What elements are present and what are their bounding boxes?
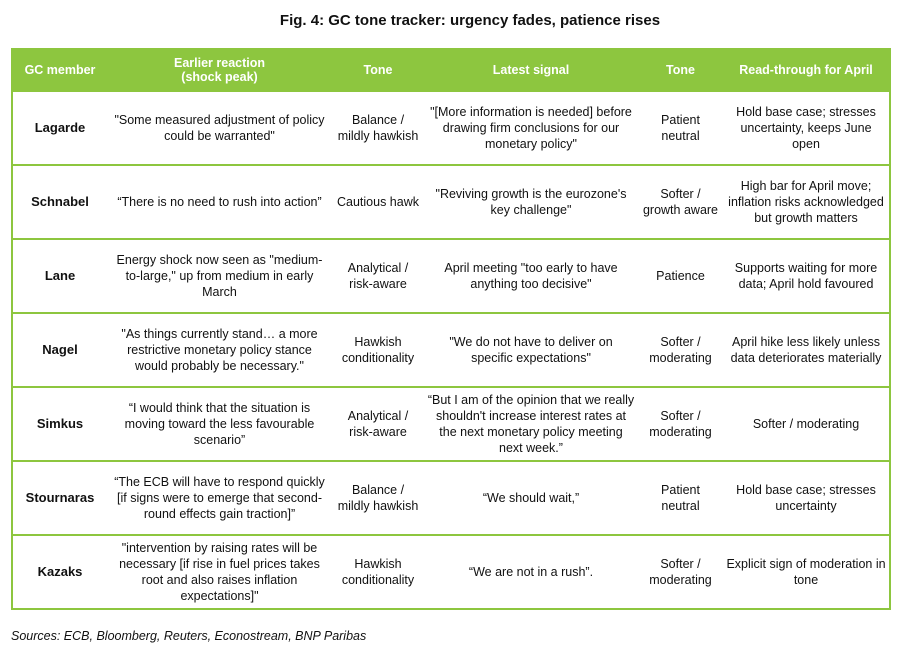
earlier-tone-cell: Cautious hawk xyxy=(332,165,424,239)
latest-signal-cell: "We do not have to deliver on specific expectations" xyxy=(424,313,638,387)
read-through-cell: Softer / moderating xyxy=(723,387,890,461)
latest-tone-cell: Softer / moderating xyxy=(638,387,723,461)
header-gc-member: GC member xyxy=(12,49,107,91)
read-through-cell: Supports waiting for more data; April hold favoured xyxy=(723,239,890,313)
header-read-through: Read-through for April xyxy=(723,49,890,91)
latest-tone-cell: Patience xyxy=(638,239,723,313)
earlier-reaction-cell: “I would think that the situation is moving toward the less favourable scenario” xyxy=(107,387,332,461)
earlier-tone-cell: Hawkish conditionality xyxy=(332,535,424,609)
read-through-cell: April hike less likely unless data deteriorates materially xyxy=(723,313,890,387)
earlier-tone-cell: Balance / mildly hawkish xyxy=(332,91,424,165)
latest-signal-cell: "[More information is needed] before drawing firm conclusions for our monetary policy" xyxy=(424,91,638,165)
earlier-tone-cell: Balance / mildly hawkish xyxy=(332,461,424,535)
table-row xyxy=(12,535,890,609)
member-cell: Lagarde xyxy=(12,91,107,165)
latest-tone-cell: Softer / moderating xyxy=(638,535,723,609)
header-tone-earlier: Tone xyxy=(332,49,424,91)
latest-tone-cell: Patient neutral xyxy=(638,461,723,535)
read-through-cell: Explicit sign of moderation in tone xyxy=(723,535,890,609)
member-cell: Nagel xyxy=(12,313,107,387)
header-earlier-label: Earlier reaction xyxy=(173,56,265,70)
table-row xyxy=(12,91,890,165)
earlier-reaction-cell: “There is no need to rush into action” xyxy=(107,165,332,239)
table-row xyxy=(12,461,890,535)
latest-signal-cell: "Reviving growth is the eurozone's key challenge" xyxy=(424,165,638,239)
header-latest-signal: Latest signal xyxy=(424,49,638,91)
member-cell: Simkus xyxy=(12,387,107,461)
header-earlier-reaction xyxy=(107,49,332,91)
earlier-tone-cell: Analytical / risk-aware xyxy=(332,387,424,461)
member-cell: Schnabel xyxy=(12,165,107,239)
read-through-cell: Hold base case; stresses uncertainty xyxy=(723,461,890,535)
table-row xyxy=(12,387,890,461)
table-header-row xyxy=(12,49,890,91)
earlier-reaction-cell: Energy shock now seen as "medium-to-large," up from medium in early March xyxy=(107,239,332,313)
latest-signal-cell: “But I am of the opinion that we really shouldn't increase interest rates at the next monetary policy meeting next week.” xyxy=(424,387,638,461)
sources-note: Sources: ECB, Bloomberg, Reuters, Econostream, BNP Paribas xyxy=(11,629,367,643)
table-row xyxy=(12,239,890,313)
figure-title: Fig. 4: GC tone tracker: urgency fades, patience rises xyxy=(279,12,661,29)
earlier-tone-cell: Hawkish conditionality xyxy=(332,313,424,387)
member-cell: Stournaras xyxy=(12,461,107,535)
earlier-reaction-cell: "As things currently stand… a more restrictive monetary policy stance would probably be necessary." xyxy=(107,313,332,387)
latest-signal-cell: “We are not in a rush”. xyxy=(424,535,638,609)
gc-tone-table xyxy=(11,48,891,610)
latest-signal-cell: April meeting "too early to have anything too decisive" xyxy=(424,239,638,313)
header-tone-latest: Tone xyxy=(638,49,723,91)
latest-signal-cell: “We should wait,” xyxy=(424,461,638,535)
header-earlier-sublabel: (shock peak) xyxy=(181,70,258,84)
read-through-cell: Hold base case; stresses uncertainty, keeps June open xyxy=(723,91,890,165)
table-row xyxy=(12,165,890,239)
earlier-reaction-cell: "intervention by raising rates will be necessary [if rise in fuel prices takes root and also raises inflation expectations]" xyxy=(107,535,332,609)
read-through-cell: High bar for April move; inflation risks acknowledged but growth matters xyxy=(723,165,890,239)
member-cell: Kazaks xyxy=(12,535,107,609)
earlier-reaction-cell: “The ECB will have to respond quickly [if signs were to emerge that second-round effects gain traction]” xyxy=(107,461,332,535)
latest-tone-cell: Softer / moderating xyxy=(638,313,723,387)
latest-tone-cell: Softer / growth aware xyxy=(638,165,723,239)
latest-tone-cell: Patient neutral xyxy=(638,91,723,165)
earlier-tone-cell: Analytical / risk-aware xyxy=(332,239,424,313)
earlier-reaction-cell: "Some measured adjustment of policy could be warranted" xyxy=(107,91,332,165)
table-row xyxy=(12,313,890,387)
member-cell: Lane xyxy=(12,239,107,313)
